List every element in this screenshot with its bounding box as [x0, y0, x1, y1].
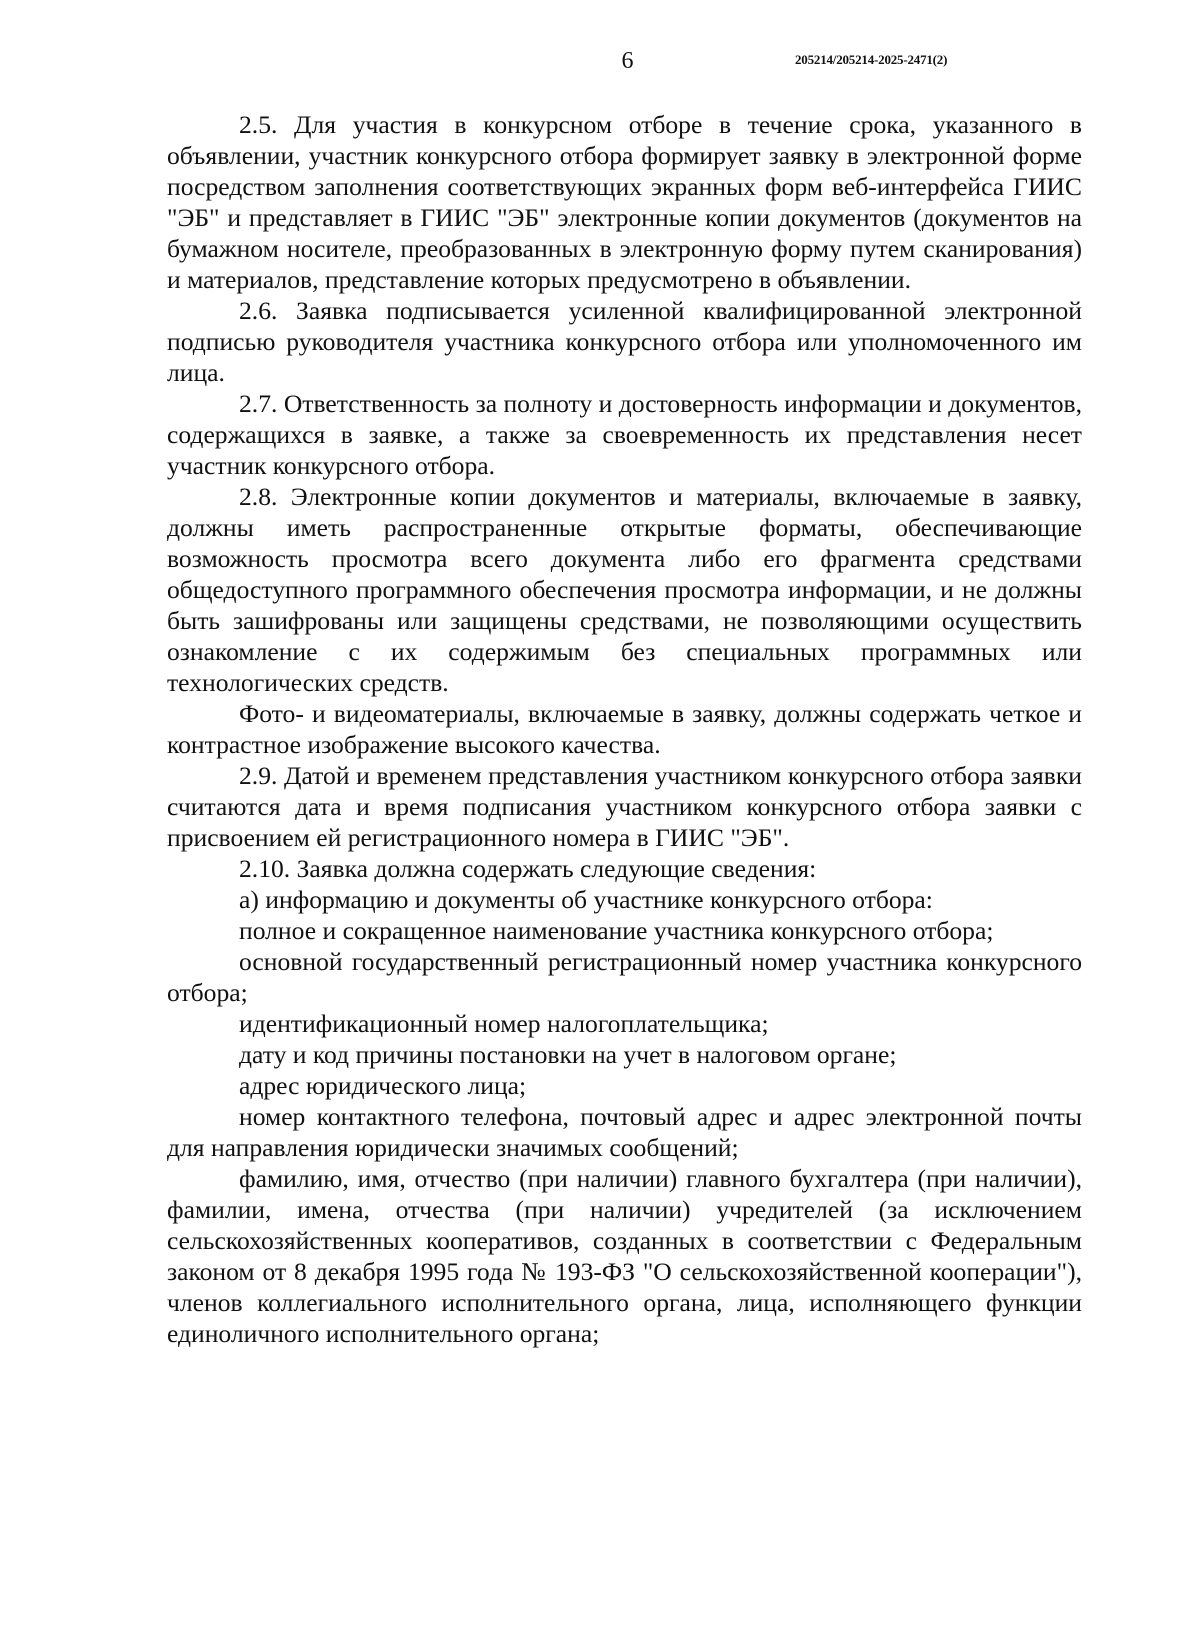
- paragraph-2-9: 2.9. Датой и временем представления участником конкурсного отбора заявки считаются дата и время подписания участником конкурсного отбора заявки с присвоением ей регистрационного номера в ГИИС "ЭБ".: [167, 761, 1082, 852]
- document-code: 205214/205214-2025-2471(2): [795, 52, 948, 67]
- list-item-a: а) информацию и документы об участнике конкурсного отбора:: [239, 885, 933, 914]
- paragraph-photo-video: Фото- и видеоматериалы, включаемые в заявку, должны содержать четкое и контрастное изображение высокого качества.: [167, 699, 1082, 759]
- list-item-address: адрес юридического лица;: [239, 1071, 527, 1100]
- list-item-kpp: дату и код причины постановки на учет в налоговом органе;: [239, 1040, 897, 1069]
- list-item-persons: фамилию, имя, отчество (при наличии) главного бухгалтера (при наличии), фамилии, имена, отчества (при наличии) учредителей (за исключением сельскохозяйственных кооперативов, созданных в соответствии с Федеральным законом от 8 декабря 1995 года № 193-ФЗ "О сельскохозяйственной кооперации"), членов коллегиального исполнительного органа, лица, исполняющего функции единоличного исполнительного органа;: [167, 1164, 1082, 1348]
- page-number: 6: [621, 48, 634, 74]
- list-item-inn: идентификационный номер налогоплательщика;: [239, 1009, 769, 1038]
- paragraph-2-6: 2.6. Заявка подписывается усиленной квалифицированной электронной подписью руководителя участника конкурсного отбора или уполномоченного им лица.: [167, 296, 1082, 387]
- list-item-contacts: номер контактного телефона, почтовый адрес и адрес электронной почты для направления юридически значимых сообщений;: [167, 1102, 1082, 1162]
- paragraph-2-7: 2.7. Ответственность за полноту и достоверность информации и документов, содержащихся в заявке, а также за своевременность их представления несет участник конкурсного отбора.: [167, 389, 1082, 480]
- paragraph-2-5: 2.5. Для участия в конкурсном отборе в течение срока, указанного в объявлении, участник конкурсного отбора формирует заявку в электронной форме посредством заполнения соответствующих экранных форм веб-интерфейса ГИИС "ЭБ" и представляет в ГИИС "ЭБ" электронные копии документов (документов на бумажном носителе, преобразованных в электронную форму путем сканирования) и материалов, представление которых предусмотрено в объявлении.: [167, 110, 1082, 294]
- list-item-ogrn: основной государственный регистрационный номер участника конкурсного отбора;: [167, 947, 1082, 1007]
- list-item-name: полное и сокращенное наименование участника конкурсного отбора;: [239, 916, 994, 945]
- paragraph-2-8: 2.8. Электронные копии документов и материалы, включаемые в заявку, должны иметь распространенные открытые форматы, обеспечивающие возможность просмотра всего документа либо его фрагмента средствами общедоступного программного обеспечения просмотра информации, и не должны быть зашифрованы или защищены средствами, не позволяющими осуществить ознакомление с их содержимым без специальных программных или технологических средств.: [167, 482, 1082, 697]
- document-body: [167, 109, 1082, 1349]
- paragraph-2-10: 2.10. Заявка должна содержать следующие сведения:: [239, 854, 817, 883]
